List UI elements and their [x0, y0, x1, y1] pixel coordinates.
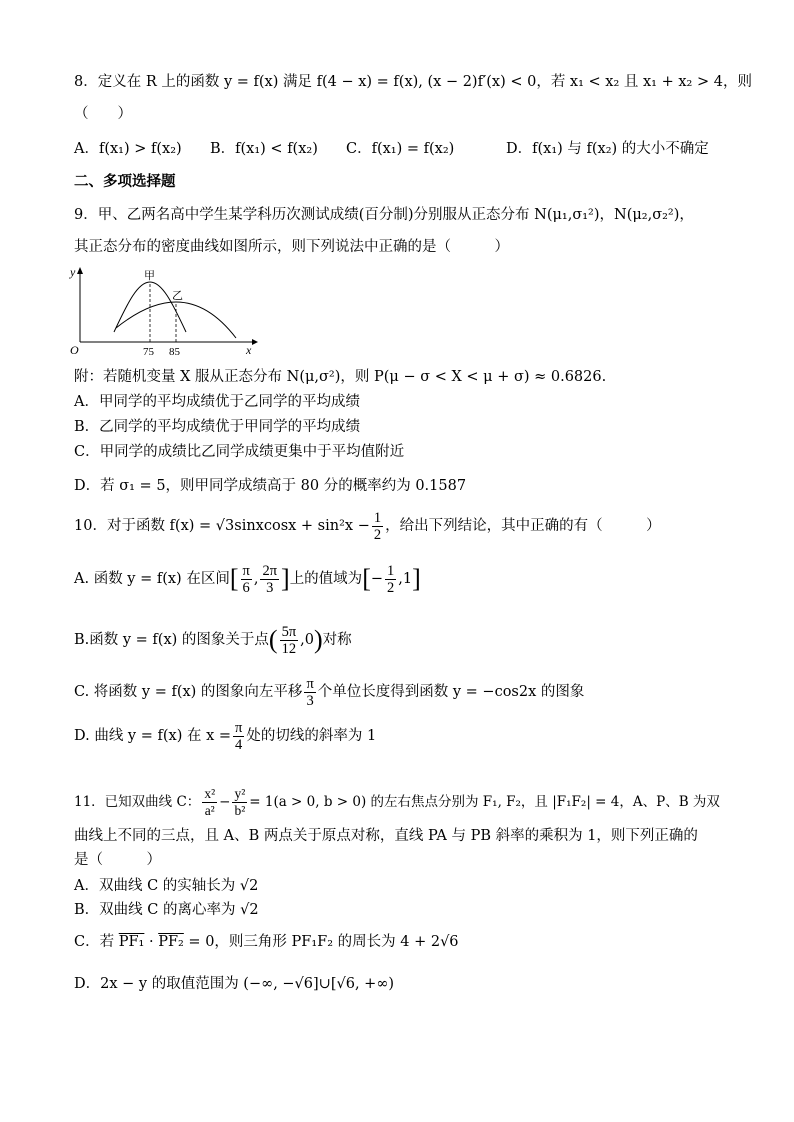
q11-line1-text: 11．已知双曲线 C： — [74, 794, 201, 810]
y-axis-label: y — [70, 265, 76, 279]
q10-stem-tail: ，给出下列结论，其中正确的有（ ） — [385, 518, 661, 534]
paren-close: ) — [314, 625, 323, 654]
q9-line1: 9．甲、乙两名高中学生某学科历次测试成绩(百分制)分别服从正态分布 N(μ₁,σ₁²)，N(μ₂,σ₂²)， — [74, 207, 694, 223]
paren-open: ( — [268, 625, 278, 654]
vector-pf2: PF₂ — [158, 934, 184, 950]
fraction-numerator: 1 — [373, 509, 382, 526]
fraction — [385, 563, 396, 596]
q11-line3: 是（ ） — [74, 852, 161, 868]
q9-option-a: A．甲同学的平均成绩优于乙同学的平均成绩 — [74, 394, 360, 410]
q9-option-b: B．乙同学的平均成绩优于甲同学的平均成绩 — [74, 419, 361, 435]
fraction-denominator: 6 — [242, 579, 250, 596]
q11-line1 — [74, 784, 720, 820]
q10-b-mid: ,0 — [300, 632, 314, 648]
q10-option-c — [74, 674, 584, 710]
q11-line1-tail: = 1(a > 0, b > 0) 的左右焦点分别为 F₁, F₂，且 |F₁F₂| = 4，A、P、B 为双 — [249, 794, 720, 810]
bracket-close: ] — [281, 564, 290, 593]
fraction-denominator: 3 — [266, 579, 274, 596]
q10-a-text: A. 函数 y = f(x) 在区间 — [74, 571, 230, 587]
x-axis-arrow — [252, 339, 258, 345]
q10-option-b — [74, 622, 352, 658]
fraction-denominator: 2 — [373, 526, 382, 543]
q11-option-b: B．双曲线 C 的离心率为 √2 — [74, 902, 259, 918]
fraction-numerator: 2π — [262, 562, 278, 579]
fraction-denominator: a² — [204, 803, 215, 818]
q8-option-a: A．f(x₁) > f(x₂) — [74, 141, 182, 157]
fraction-denominator: 4 — [235, 736, 243, 753]
q10-a-tail: ,1 — [398, 571, 413, 587]
q11-c-tail: = 0，则三角形 PF₁F₂ 的周长为 4 + 2√6 — [183, 934, 459, 950]
tick-label-85: 85 — [169, 346, 180, 358]
fraction — [304, 676, 315, 709]
q11-option-a: A．双曲线 C 的实轴长为 √2 — [74, 878, 259, 894]
fraction-numerator: π — [235, 719, 243, 736]
q10-stem — [74, 508, 661, 544]
q8-option-c: C．f(x₁) = f(x₂) — [346, 141, 455, 157]
fraction — [280, 624, 299, 657]
fraction — [233, 720, 244, 753]
q11-c-text: C．若 — [74, 934, 119, 950]
fraction-numerator: x² — [204, 786, 216, 801]
curve-label-yi: 乙 — [172, 290, 183, 302]
q11-option-c — [74, 932, 459, 952]
minus-sign: − — [219, 794, 231, 810]
q10-stem-text: 10．对于函数 f(x) = √3sinxcosx + sin²x − — [74, 518, 370, 534]
bracket-close: ] — [412, 564, 421, 593]
q10-d-tail: 处的切线的斜率为 1 — [246, 728, 377, 744]
bracket-open: [ — [229, 564, 239, 593]
q10-b-text: B.函数 y = f(x) 的图象关于点 — [74, 632, 269, 648]
q9-option-d: D．若 σ₁ = 5，则甲同学成绩高于 80 分的概率约为 0.1587 — [74, 478, 467, 494]
fraction — [202, 786, 217, 819]
tick-label-75: 75 — [143, 346, 154, 358]
fraction-denominator: 12 — [281, 640, 297, 657]
fraction-numerator: 5π — [281, 623, 297, 640]
origin-label: O — [70, 343, 79, 357]
q10-d-text: D. 曲线 y = f(x) 在 x = — [74, 728, 232, 744]
x-axis-label: x — [246, 343, 252, 357]
q8-option-b: B．f(x₁) < f(x₂) — [210, 141, 318, 157]
q11-line2: 曲线上不同的三点，且 A、B 两点关于原点对称，直线 PA 与 PB 斜率的乘积为 1，则下列正确的 — [74, 828, 698, 844]
fraction — [232, 786, 247, 819]
fraction-numerator: π — [306, 675, 314, 692]
fraction-denominator: 2 — [387, 579, 395, 596]
vector-pf1: PF₁ — [118, 934, 145, 950]
fraction-numerator: π — [242, 562, 250, 579]
fraction — [372, 510, 383, 543]
q9-note: 附：若随机变量 X 服从正态分布 N(μ,σ²)，则 P(μ − σ < X < μ + σ) ≈ 0.6826. — [74, 369, 607, 385]
fraction-denominator: b² — [234, 803, 246, 818]
q10-a-mid: 上的值域为 — [289, 571, 363, 587]
q10-c-text: C. 将函数 y = f(x) 的图象向左平移 — [74, 684, 303, 700]
y-axis-arrow — [77, 267, 83, 274]
q10-b-tail: 对称 — [322, 632, 352, 648]
fraction — [260, 563, 279, 596]
q8-paren: （ ） — [74, 106, 132, 122]
q10-option-a: A. 函数 y = f(x) 在区间[ $\frac{\pi}{6}$ , $\frac{2\pi}{3}$ ]上的值域为[− $\frac{1}{2}$ ,1] — [74, 562, 421, 596]
q8-stem: 8．定义在 R 上的函数 y = f(x) 满足 f(4 − x) = f(x), (x − 2)f′(x) < 0，若 x₁ < x₂ 且 x₁ + x₂ > 4，则 — [74, 74, 752, 90]
q9-line2: 其正态分布的密度曲线如图所示，则下列说法中正确的是（ ） — [74, 239, 509, 255]
fraction-numerator: 1 — [387, 562, 395, 579]
fraction-numerator: y² — [234, 786, 246, 801]
q9-option-c: C．甲同学的成绩比乙同学成绩更集中于平均值附近 — [74, 444, 405, 460]
dot-operator: · — [144, 934, 159, 950]
fraction-denominator: 3 — [306, 692, 314, 709]
q11-option-d: D．2x − y 的取值范围为 (−∞, −√6]∪[√6, +∞) — [74, 976, 395, 992]
section-heading: 二、多项选择题 — [74, 174, 176, 190]
bracket-open: [ — [362, 564, 371, 593]
normal-distribution-figure — [66, 262, 266, 358]
q10-option-d — [74, 718, 376, 754]
fraction — [241, 563, 252, 596]
q10-c-tail: 个单位长度得到函数 y = −cos2x 的图象 — [317, 684, 585, 700]
curve-label-jia: 甲 — [144, 270, 155, 282]
q8-option-d: D．f(x₁) 与 f(x₂) 的大小不确定 — [506, 141, 709, 157]
